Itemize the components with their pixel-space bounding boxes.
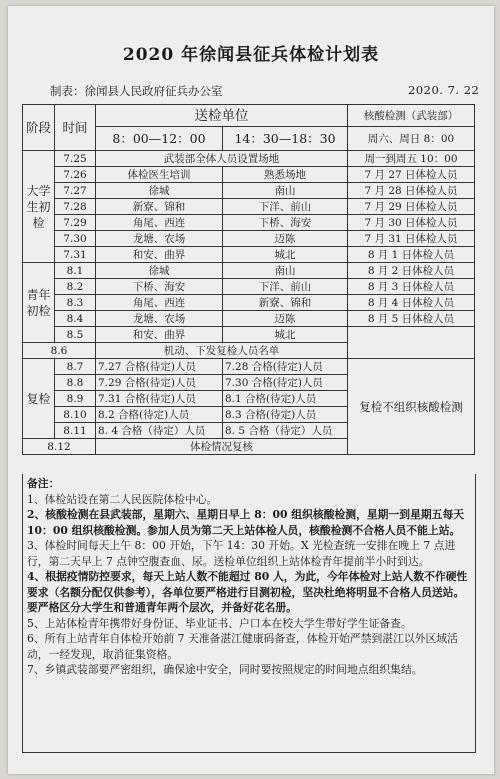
preparer-line: 制表：徐闻县人民政府征兵办公室 <box>50 84 223 98</box>
table-row <box>23 279 475 295</box>
notes-heading: 备注： <box>27 477 60 490</box>
note-item: 1、体检站设在第二人民医院体检中心。 <box>27 492 218 506</box>
row-am-unit: 和安、曲界 <box>96 247 223 263</box>
row-pm-unit: 下洋、前山 <box>223 279 348 295</box>
row-pm-unit: 下洋、前山 <box>223 199 348 215</box>
row-am-unit: 新寮、锦和 <box>96 199 223 215</box>
row-merged-unit: 机动、下发复检人员名单 <box>96 343 348 359</box>
header-nucleic: 核酸检测（武装部） <box>348 105 475 127</box>
stage-youth: 青年初检 <box>23 263 55 343</box>
note-item: 5、上站体检青年携带好身份证、毕业证书、户口本在校大学生带好学生证备查。 <box>27 616 412 630</box>
row-pm-unit: 8. 5 合格（待定）人员 <box>223 423 348 439</box>
row-am-unit: 徐城 <box>96 263 223 279</box>
row-am-unit: 8.2 合格(待定)人员 <box>96 407 223 423</box>
row-am-unit: 7.27 合格(待定)人员 <box>96 359 223 375</box>
page-title: 2020 年徐闻县征兵体检计划表 <box>122 45 380 65</box>
row-time: 7.25 <box>55 151 96 167</box>
row-pm-unit: 7.30 合格(待定)人员 <box>223 375 348 391</box>
header-stage: 阶段 <box>23 105 55 151</box>
row-merged-unit: 体检情况复核 <box>96 439 348 455</box>
row-am-unit: 7.29 合格(待定)人员 <box>96 375 223 391</box>
row-pm-unit: 迈陈 <box>223 311 348 327</box>
row-pm-unit: 8.3 合格(待定)人员 <box>223 407 348 423</box>
row-time: 7.31 <box>55 247 96 263</box>
row-am-unit: 体检医生培训 <box>96 167 223 183</box>
row-time: 8.5 <box>55 327 96 343</box>
table-row <box>23 231 475 247</box>
row-time: 7.26 <box>55 167 96 183</box>
row-time: 8.8 <box>55 375 96 391</box>
table-row <box>23 199 475 215</box>
row-time: 8.2 <box>55 279 96 295</box>
row-nucleic: 7 月 28 日体检人员 <box>348 183 475 199</box>
row-pm-unit: 南山 <box>223 183 348 199</box>
row-am-unit: 角尾、西连 <box>96 215 223 231</box>
row-pm-unit: 城北 <box>223 247 348 263</box>
row-am-unit: 龙塘、农场 <box>96 311 223 327</box>
stage-college: 大学生初检 <box>23 151 55 263</box>
header-row-1 <box>23 105 475 127</box>
row-merged-unit: 武装部全体人员设置场地 <box>96 151 348 167</box>
row-nucleic: 7 月 30 日体检人员 <box>348 215 475 231</box>
row-nucleic: 8 月 1 日体检人员 <box>348 247 475 263</box>
row-am-unit: 7.31 合格(待定)人员 <box>96 391 223 407</box>
note-item: 3、体检时间每天上午 8：00 开始，下午 14：30 开始。X 光检查统一安排在晚上 7 点进行，第二天早上 7 点钟空腹查血、尿。送检单位组织上站体检青年提前半小时到达。 <box>27 539 456 568</box>
row-pm-unit: 8.1 合格(待定)人员 <box>223 391 348 407</box>
row-time: 7.27 <box>55 183 96 199</box>
row-am-unit: 徐城 <box>96 183 223 199</box>
row-nucleic: 周一到周五 10：00 <box>348 151 475 167</box>
row-am-unit: 和安、曲界 <box>96 327 223 343</box>
header-time: 时间 <box>55 105 96 151</box>
row-time: 8.11 <box>55 423 96 439</box>
row-nucleic: 8 月 2 日体检人员 <box>348 263 475 279</box>
header-nucleic-time: 周六、周日 8：00 <box>348 127 475 151</box>
row-nucleic: 8 月 4 日体检人员 <box>348 295 475 311</box>
row-nucleic <box>348 327 475 359</box>
table-row <box>23 359 475 375</box>
notes-section <box>22 474 476 753</box>
row-pm-unit: 城北 <box>223 327 348 343</box>
table-row <box>23 151 475 167</box>
row-nucleic: 8 月 3 日体检人员 <box>348 279 475 295</box>
row-nucleic: 7 月 31 日体检人员 <box>348 231 475 247</box>
recheck-note: 复检不组织核酸检测 <box>348 359 475 455</box>
row-pm-unit: 南山 <box>223 263 348 279</box>
table-row <box>23 183 475 199</box>
row-pm-unit: 7.28 合格(待定)人员 <box>223 359 348 375</box>
table-row <box>23 215 475 231</box>
table-row <box>23 311 475 327</box>
note-item: 4、根据疫情防控要求，每天上站人数不能超过 80 人，为此，今年体检对上站人数不作硬性要求（名额分配仅供参考），各单位要严格进行目测初检，坚决杜绝将明显不合格人员送站。要严格区分大学生和普通青年两个层次，并备好花名册。 <box>27 570 468 614</box>
row-time: 8.9 <box>55 391 96 407</box>
row-time: 8.6 <box>23 343 96 359</box>
header-pm-time: 14：30—18：30 <box>223 127 348 151</box>
row-time: 8.7 <box>55 359 96 375</box>
row-pm-unit: 下桥、海安 <box>223 215 348 231</box>
header-am-time: 8：00—12：00 <box>96 127 223 151</box>
row-am-unit: 下桥、海安 <box>96 279 223 295</box>
row-pm-unit: 新寮、锦和 <box>223 295 348 311</box>
row-time: 7.29 <box>55 215 96 231</box>
row-am-unit: 角尾、西连 <box>96 295 223 311</box>
row-time: 8.12 <box>23 439 96 455</box>
row-nucleic: 7 月 27 日体检人员 <box>348 167 475 183</box>
row-time: 8.10 <box>55 407 96 423</box>
note-item: 2、核酸检测在县武装部，星期六、星期日早上 8：00 组织核酸检测，星期一到星期五每天 10：00 组织核酸检测。参加人员为第二天上站体检人员，核酸检测不合格人员不能上站。 <box>27 508 465 537</box>
stage-recheck: 复检 <box>23 359 55 439</box>
row-am-unit: 龙塘、农场 <box>96 231 223 247</box>
table-row <box>23 327 475 343</box>
table-row <box>23 247 475 263</box>
note-item: 6、所有上站青年自体检开始前 7 天准备湛江健康码备查，体检开始严禁到湛江以外区域活动，一经发现，取消征集资格。 <box>27 632 458 661</box>
note-item: 7、乡镇武装部要严密组织，确保途中安全，同时要按照规定的时间地点组织集结。 <box>27 663 423 676</box>
row-pm-unit: 迈陈 <box>223 231 348 247</box>
issue-date: 2020. 7. 22 <box>408 83 480 97</box>
row-am-unit: 8. 4 合格（待定）人员 <box>96 423 223 439</box>
row-time: 8.3 <box>55 295 96 311</box>
header-unit: 送检单位 <box>96 105 348 127</box>
row-nucleic: 8 月 5 日体检人员 <box>348 311 475 327</box>
row-time: 7.30 <box>55 231 96 247</box>
row-pm-unit: 熟悉场地 <box>223 167 348 183</box>
row-nucleic: 7 月 29 日体检人员 <box>348 199 475 215</box>
table-row <box>23 263 475 279</box>
table-row <box>23 295 475 311</box>
row-time: 7.28 <box>55 199 96 215</box>
row-time: 8.1 <box>55 263 96 279</box>
schedule-table <box>22 104 475 455</box>
row-time: 8.4 <box>55 311 96 327</box>
table-row <box>23 167 475 183</box>
